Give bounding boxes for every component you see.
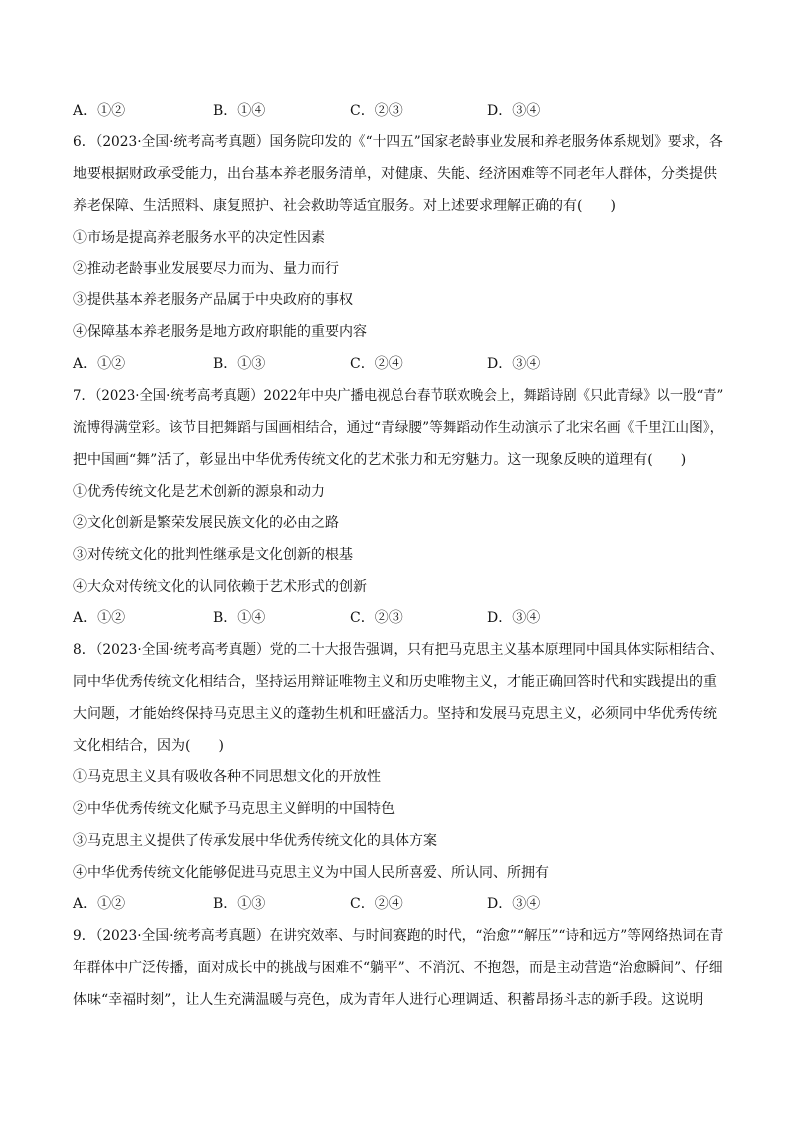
q7-stem-line-1: 7．（2023·全国·统考高考真题）2022年中央广播电视总台春节联欢晚会上，舞蹈诗剧《只此青绿》以一股“青” [73, 388, 724, 404]
q6-options [73, 354, 723, 374]
q6-option-c[interactable]: C．②④ [350, 356, 403, 372]
q7-option-d[interactable]: D．③④ [487, 610, 541, 626]
q8-statement-4: ④中华优秀传统文化能够促进马克思主义为中国人民所喜爱、所认同、所拥有 [73, 865, 549, 881]
q7-statement-1: ①优秀传统文化是艺术创新的源泉和动力 [73, 484, 325, 500]
q8-stem-line-4: 文化相结合，因为( ) [73, 738, 224, 754]
q8-options [73, 894, 723, 914]
q6-statement-3: ③提供基本养老服务产品属于中央政府的事权 [73, 292, 353, 308]
q8-stem-line-2: 同中华优秀传统文化相结合，坚持运用辩证唯物主义和历史唯物主义，才能正确回答时代和实践提出的重 [73, 674, 717, 690]
q6-stem-line-3: 养老保障、生活照料、康复照护、社会救助等适宜服务。对上述要求理解正确的有( ) [73, 198, 616, 214]
q9-stem-line-1: 9．（2023·全国·统考高考真题）在讲究效率、与时间赛跑的时代，“治愈”“解压”“诗和远方”等网络热词在青 [73, 928, 724, 944]
q8-statement-1: ①马克思主义具有吸收各种不同思想文化的开放性 [73, 769, 381, 785]
q7-statement-2: ②文化创新是繁荣发展民族文化的必由之路 [73, 515, 339, 531]
q5-option-a[interactable]: A．①② [73, 103, 126, 119]
q6-stem-line-1: 6．（2023·全国·统考高考真题）国务院印发的《“十四五”国家老龄事业发展和养老服务体系规划》要求，各 [73, 134, 723, 150]
q8-option-b[interactable]: B．①③ [213, 896, 266, 912]
q6-option-b[interactable]: B．①③ [213, 356, 266, 372]
q5-option-b[interactable]: B．①④ [213, 103, 266, 119]
q8-stem-line-3: 大问题，才能始终保持马克思主义的蓬勃生机和旺盛活力。坚持和发展马克思主义，必须同中华优秀传统 [73, 706, 717, 722]
q8-option-d[interactable]: D．③④ [487, 896, 541, 912]
q7-statement-3: ③对传统文化的批判性继承是文化创新的根基 [73, 547, 353, 563]
q8-statement-3: ③马克思主义提供了传承发展中华优秀传统文化的具体方案 [73, 833, 437, 849]
q8-option-c[interactable]: C．②④ [350, 896, 403, 912]
q6-option-a[interactable]: A．①② [73, 356, 126, 372]
q7-stem-line-2: 流博得满堂彩。该节目把舞蹈与国画相结合，通过“青绿腰”等舞蹈动作生动演示了北宋名画《千里江山图》， [73, 420, 724, 436]
q8-stem-line-1: 8．（2023·全国·统考高考真题）党的二十大报告强调，只有把马克思主义基本原理同中国具体实际相结合、 [73, 642, 724, 658]
q8-option-a[interactable]: A．①② [73, 896, 126, 912]
q7-option-b[interactable]: B．①④ [213, 610, 266, 626]
q7-option-a[interactable]: A．①② [73, 610, 126, 626]
q5-option-c[interactable]: C．②③ [350, 103, 403, 119]
q7-stem-line-3: 把中国画“舞”活了，彰显出中华优秀传统文化的艺术张力和无穷魅力。这一现象反映的道理有( ) [73, 452, 687, 468]
q9-stem-line-3: 体味“幸福时刻”，让人生充满温暖与亮色，成为青年人进行心理调适、积蓄昂扬斗志的新手段。这说明 [73, 992, 704, 1008]
q8-statement-2: ②中华优秀传统文化赋予马克思主义鲜明的中国特色 [73, 801, 395, 817]
q6-statement-4: ④保障基本养老服务是地方政府职能的重要内容 [73, 324, 367, 340]
q7-options [73, 608, 723, 628]
q5-option-d[interactable]: D．③④ [487, 103, 541, 119]
q5-options [73, 101, 723, 121]
q7-statement-4: ④大众对传统文化的认同依赖于艺术形式的创新 [73, 579, 367, 595]
q6-stem-line-2: 地要根据财政承受能力，出台基本养老服务清单，对健康、失能、经济困难等不同老年人群体，分类提供 [73, 166, 717, 182]
q9-stem-line-2: 年群体中广泛传播，面对成长中的挑战与困难不“躺平”、不消沉、不抱怨，而是主动营造“治愈瞬间”、仔细 [73, 960, 723, 976]
q7-option-c[interactable]: C．②③ [350, 610, 403, 626]
q6-option-d[interactable]: D．③④ [487, 356, 541, 372]
q6-statement-2: ②推动老龄事业发展要尽力而为、量力而行 [73, 261, 339, 277]
q6-statement-1: ①市场是提高养老服务水平的决定性因素 [73, 230, 325, 246]
